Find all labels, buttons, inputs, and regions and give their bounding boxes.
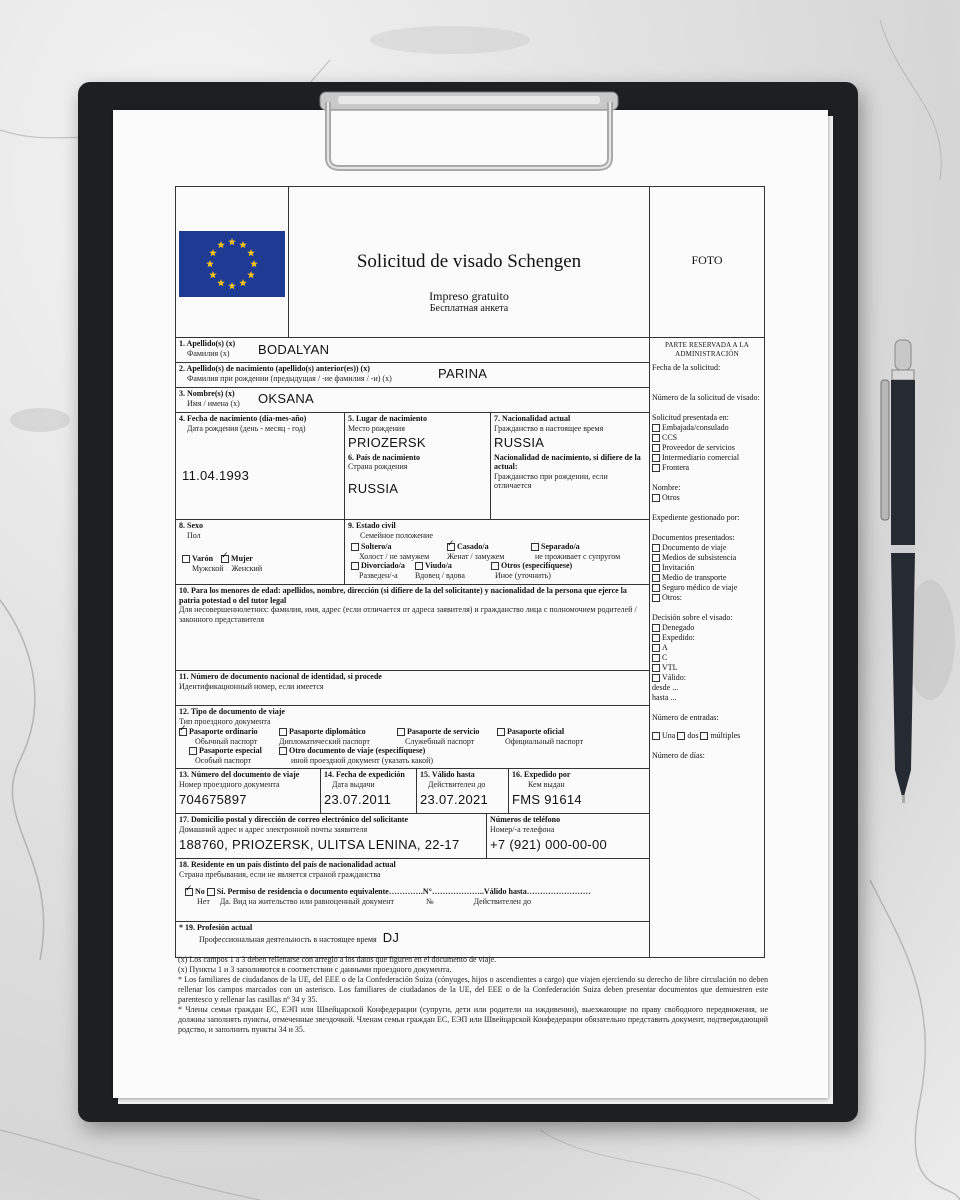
field-19 — [175, 921, 650, 958]
footnote-3: * Los familiares de ciudadanos de la UE, del EEE o de la Confederación Suiza (cónyuges, hijos o ascendientes a cargo) que viajen ejerciendo su derecho de libre circulación no deben rellenar los campos marcados con un asterisco. Los familiares de ciudadanos de la UE, del EEE o de la Confederación Suiza deben presentar documentos que demuestren este parentesco y rellenar las casillas nº 34 y 35. — [178, 975, 768, 1004]
widowed-checkbox[interactable] — [415, 562, 423, 570]
birth-date-value[interactable]: 11.04.1993 — [182, 468, 250, 483]
pen-icon — [872, 330, 922, 820]
admin-item — [652, 731, 762, 741]
field-2-label-ru: Фамилия при рождении (предыдущая / -ие фамилия / -и) (x) — [187, 373, 392, 383]
admin-item-label: A — [662, 643, 668, 652]
field-8-label-ru: Пол — [187, 530, 201, 540]
admin-item — [652, 613, 762, 623]
admin-item — [652, 653, 762, 663]
admin-checkbox[interactable] — [652, 424, 660, 432]
field-17b — [486, 813, 650, 859]
male-label: Varón — [192, 554, 214, 563]
admin-checkbox[interactable] — [652, 454, 660, 462]
footnote-2: (x) Пункты 1 и 3 заполняются в соответствии с данными проездного документа. — [178, 965, 452, 974]
admin-checkbox[interactable] — [652, 674, 660, 682]
special-passport-label-ru: Особый паспорт — [195, 755, 252, 765]
field-14 — [320, 768, 417, 814]
admin-item-label: Decisión sobre el visado: — [652, 613, 733, 622]
admin-item-label: hasta ... — [652, 693, 677, 702]
admin-item-label: C — [662, 653, 668, 662]
field-6-label: 6. País de nacimiento — [348, 452, 420, 462]
widowed-label: Viudo/a — [425, 561, 452, 570]
admin-checkbox[interactable] — [652, 554, 660, 562]
special-passport-box[interactable] — [189, 747, 197, 755]
other-status-label-ru: Иное (уточнить) — [495, 570, 551, 580]
admin-item-label: Solicitud presentada en: — [652, 413, 729, 422]
footnotes — [178, 955, 768, 1035]
field-7 — [490, 412, 650, 520]
clipboard-clip-icon — [318, 88, 620, 172]
other-document-checkbox[interactable] — [279, 747, 287, 755]
single-label-ru: Холост / не замужем — [359, 551, 430, 561]
residence-yes-label: Sí. Permiso de residencia o documento equivalente………….N°………………..Válido hasta…………………… — [216, 887, 591, 896]
field-13-label: 13. Número del documento de viaje — [179, 770, 300, 779]
field-16-label-ru: Кем выдан — [528, 779, 565, 789]
field-10 — [175, 584, 650, 671]
entries-label: múltiples — [710, 731, 741, 740]
page-title: Solicitud de visado Schengen — [356, 251, 582, 272]
issued-by-value[interactable]: FMS 91614 — [512, 792, 582, 807]
phone-value[interactable]: +7 (921) 000-00-00 — [490, 837, 608, 852]
field-3-label-ru: Имя / имена (x) — [187, 398, 240, 408]
admin-item — [652, 593, 762, 603]
official-passport-checkbox[interactable] — [497, 728, 505, 736]
field-4-label-ru: Дата рождения (день - месяц - год) — [187, 423, 306, 433]
married-label-ru: Женат / замужем — [447, 551, 505, 561]
footnote-4: * Члены семьи граждан ЕС, ЕЭП или Швейцарской Конфедерации (супруги, дети или родители на иждивении), выезжающие по праву свободного передвижения, не должны заполнять пункты, отмеченные звездочкой. Членам семьи граждан ЕС, ЕЭП или Швейцарской Конфедерации обязательно представить документ, подтверждающий родство, и заполнить пункты 34 и 35. — [178, 1005, 768, 1034]
address-value[interactable]: 188760, PRIOZERSK, ULITSA LENINA, 22-17 — [179, 837, 460, 852]
field-11-label: 11. Número de documento nacional de identidad, si procede — [179, 672, 382, 681]
admin-item — [652, 463, 762, 473]
admin-item — [652, 543, 762, 553]
field-13-label-ru: Номер проездного документа — [179, 779, 280, 789]
subtitle-es: Impreso gratuito — [429, 289, 509, 303]
field-5-label-ru: Место рождения — [348, 423, 405, 433]
field-4 — [175, 412, 345, 520]
field-5-label: 5. Lugar de nacimiento — [348, 414, 427, 423]
field-6-label-ru: Страна рождения — [348, 462, 408, 471]
field-19-label: * 19. Profesión actual — [179, 923, 253, 932]
admin-item — [652, 413, 762, 423]
official-passport-label-ru: Официальный паспорт — [505, 736, 584, 746]
divorced-label-ru: Разведен/-а — [359, 570, 398, 580]
married-checkbox[interactable] — [447, 543, 455, 551]
other-status-label: Otros (especifíquese) — [501, 561, 573, 570]
married-label: Casado/a — [457, 542, 489, 551]
field-10-label: 10. Para los menores de edad: apellidos, nombre, dirección (si difiere de la del solicitante) y nacionalidad de la persona que ejerce la patria potestad o del tutor legal — [179, 586, 627, 605]
field-7-label: 7. Nacionalidad actual — [494, 414, 571, 423]
service-passport-checkbox[interactable] — [397, 728, 405, 736]
nationality-value[interactable]: RUSSIA — [494, 435, 545, 450]
admin-item-label: Denegado — [662, 623, 695, 632]
single-label: Soltero/a — [361, 542, 392, 551]
phone-label-ru: Номер/-а телефона — [490, 824, 555, 834]
other-document-label-ru: иной проездной документ (указать какой) — [291, 755, 434, 765]
field-7b-label: Nacionalidad de nacimiento, si difiere de la actual: — [494, 452, 641, 471]
field-12 — [175, 705, 650, 769]
admin-item — [652, 563, 762, 573]
field-4-label: 4. Fecha de nacimiento (día-mes-año) — [179, 414, 307, 423]
admin-column — [649, 337, 765, 958]
admin-checkbox[interactable] — [652, 644, 660, 652]
separated-label-ru: не проживает с супругом — [535, 551, 621, 561]
admin-item-label: Intermediario comercial — [662, 453, 740, 462]
field-5-6 — [344, 412, 491, 520]
valid-until-value[interactable]: 23.07.2021 — [420, 792, 489, 807]
admin-checkbox[interactable] — [652, 544, 660, 552]
special-passport-label: Pasaporte especial — [199, 746, 262, 755]
residence-no-checkbox[interactable] — [185, 888, 193, 896]
passport-number-value[interactable]: 704675897 — [179, 792, 247, 807]
ordinary-passport-checkbox[interactable] — [179, 728, 187, 736]
admin-item-label: Número de entradas: — [652, 713, 719, 722]
admin-item — [652, 673, 762, 683]
admin-checkbox[interactable] — [652, 564, 660, 572]
field-17 — [175, 813, 487, 859]
birth-country-value[interactable]: RUSSIA — [348, 480, 399, 496]
admin-checkbox[interactable] — [652, 464, 660, 472]
admin-item-label: Medios de subsistencia — [662, 553, 737, 562]
admin-item — [652, 583, 762, 593]
admin-item — [652, 493, 762, 503]
entries-checkbox[interactable] — [700, 732, 708, 740]
other-status-checkbox[interactable] — [491, 562, 499, 570]
field-8 — [175, 519, 345, 585]
admin-item — [652, 513, 762, 523]
admin-item-label: Válido: — [662, 673, 686, 682]
admin-item — [652, 483, 762, 493]
admin-item-label: desde ... — [652, 683, 679, 692]
residence-yes-checkbox[interactable] — [207, 888, 215, 896]
ordinary-passport-label-ru: Обычный паспорт — [195, 736, 258, 746]
single-checkbox[interactable] — [351, 543, 359, 551]
admin-item-label: Documentos presentados: — [652, 533, 735, 542]
diplomatic-passport-label: Pasaporte diplomático — [289, 727, 366, 736]
residence-no-label: No — [195, 887, 205, 896]
field-16-label: 16. Expedido por — [512, 770, 571, 779]
field-8-label: 8. Sexo — [179, 521, 203, 530]
separated-checkbox[interactable] — [531, 543, 539, 551]
admin-item-label: Embajada/consulado — [662, 423, 729, 432]
admin-item-label: Documento de viaje — [662, 543, 727, 552]
admin-item — [652, 693, 762, 703]
field-13 — [175, 768, 321, 814]
field-1 — [175, 337, 650, 363]
field-12-label: 12. Tipo de documento de viaje — [179, 707, 285, 716]
admin-item-label: Frontera — [662, 463, 690, 472]
admin-item-label: Expediente gestionado por: — [652, 513, 740, 522]
admin-item — [652, 533, 762, 543]
field-11-label-ru: Идентификационный номер, если имеется — [179, 681, 324, 691]
first-name-value[interactable]: OKSANA — [258, 391, 314, 406]
admin-item-label: Expedido: — [662, 633, 695, 642]
field-14-label: 14. Fecha de expedición — [324, 770, 405, 779]
widowed-label-ru: Вдовец / вдова — [415, 570, 465, 580]
admin-item — [652, 633, 762, 643]
admin-item-label: Proveedor de servicios — [662, 443, 735, 452]
admin-item — [652, 423, 762, 433]
admin-item — [652, 751, 762, 761]
admin-item-label: Invitación — [662, 563, 695, 572]
male-label-ru: Мужской — [192, 563, 224, 573]
admin-checkbox[interactable] — [652, 624, 660, 632]
field-19-label-ru: Профессиональная деятельность в настоящее время — [199, 934, 377, 944]
admin-item-label: Seguro médico de viaje — [662, 583, 738, 592]
residence-yes-label-ru: Да. Вид на жительство или равноценный документ № Действителен до — [219, 896, 532, 906]
field-15-label: 15. Válido hasta — [420, 770, 475, 779]
admin-checkbox[interactable] — [652, 594, 660, 602]
field-3 — [175, 387, 650, 413]
ordinary-passport-label: Pasaporte ordinario — [189, 727, 258, 736]
admin-list — [652, 363, 762, 761]
field-18 — [175, 858, 650, 922]
entries-label: Una — [662, 731, 678, 740]
field-2-label: 2. Apellido(s) de nacimiento (apellido(s) anterior(es)) (x) — [179, 364, 370, 373]
admin-item-label: Fecha de la solicitud: — [652, 363, 721, 372]
field-9-label: 9. Estado civil — [348, 521, 396, 530]
field-1-label-ru: Фамилия (x) — [187, 348, 230, 358]
divorced-label: Divorciado/a — [361, 561, 405, 570]
male-checkbox[interactable] — [182, 555, 190, 563]
diplomatic-passport-checkbox[interactable] — [279, 728, 287, 736]
surname-value[interactable]: BODALYAN — [258, 342, 330, 357]
admin-item — [652, 443, 762, 453]
other-document-label: Otro documento de viaje (especifíquese) — [289, 746, 426, 755]
entries-checkbox[interactable] — [677, 732, 685, 740]
admin-item — [652, 453, 762, 463]
subtitle-ru: Бесплатная анкета — [429, 303, 509, 314]
field-12-label-ru: Тип проездного документа — [179, 716, 271, 726]
female-label: Mujer — [231, 554, 253, 563]
admin-title: PARTE RESERVADA A LA — [664, 341, 750, 349]
field-16 — [508, 768, 650, 814]
field-1-label: 1. Apellido(s) (x) — [179, 339, 236, 348]
admin-item — [652, 393, 762, 403]
admin-item-label: CCS — [662, 433, 678, 442]
entries-label: dos — [687, 731, 701, 740]
field-15 — [416, 768, 509, 814]
admin-checkbox[interactable] — [652, 584, 660, 592]
admin-item-label: Número de la solicitud de visado: — [652, 393, 760, 402]
field-9-label-ru: Семейное положение — [360, 530, 433, 540]
service-passport-label: Pasaporte de servicio — [407, 727, 480, 736]
admin-item-label: Nombre: — [652, 483, 681, 492]
official-passport-label: Pasaporte oficial — [507, 727, 565, 736]
admin-checkbox[interactable] — [652, 494, 660, 502]
admin-checkbox[interactable] — [652, 444, 660, 452]
field-10-label-ru: Для несовершеннолетних: фамилия, имя, адрес (если отличается от адреса заявителя) и гражданство лица с полномочием родителей / законного представителя — [179, 605, 637, 624]
eu-flag-icon — [179, 231, 285, 297]
admin-checkbox[interactable] — [652, 664, 660, 672]
admin-item — [652, 433, 762, 443]
admin-item — [652, 663, 762, 673]
female-label-ru: Женский — [231, 563, 263, 573]
admin-checkbox[interactable] — [652, 654, 660, 662]
photo-cell — [649, 186, 765, 338]
service-passport-label-ru: Служебный паспорт — [405, 736, 475, 746]
admin-item-label: Otros: — [662, 593, 682, 602]
admin-item — [652, 573, 762, 583]
field-18-label-ru: Страна пребывания, если не является страной гражданства — [179, 869, 381, 879]
field-7b-label-ru: Гражданство при рождении, если отличается — [494, 471, 608, 490]
field-7-label-ru: Гражданство в настоящее время — [494, 423, 604, 433]
field-9 — [344, 519, 650, 585]
admin-checkbox[interactable] — [652, 634, 660, 642]
footnote-1: (x) Los campos 1 a 3 deben rellenarse con arreglo a los datos que figuren en el documento de viaje. — [178, 955, 497, 964]
admin-checkbox[interactable] — [652, 434, 660, 442]
separated-label: Separado/a — [541, 542, 580, 551]
entries-checkbox[interactable] — [652, 732, 660, 740]
visa-application-form — [175, 186, 765, 958]
birth-surname-value[interactable]: PARINA — [438, 366, 488, 381]
admin-checkbox[interactable] — [652, 574, 660, 582]
admin-item-label: Número de días: — [652, 751, 705, 760]
diplomatic-passport-label-ru: Дипломатический паспорт — [279, 736, 370, 746]
admin-item — [652, 363, 762, 373]
field-17-label-ru: Домашний адрес и адрес электронной почты заявителя — [179, 824, 368, 834]
admin-item-label: VTL — [662, 663, 678, 672]
field-3-label: 3. Nombre(s) (x) — [179, 389, 235, 398]
occupation-value[interactable]: DJ — [382, 929, 400, 945]
admin-item — [652, 683, 762, 693]
admin-title-2: ADMINISTRACIÓN — [675, 350, 739, 358]
admin-item — [652, 623, 762, 633]
admin-item — [652, 643, 762, 653]
field-18-label: 18. Residente en un país distinto del país de nacionalidad actual — [179, 860, 396, 869]
field-2 — [175, 362, 650, 388]
admin-item — [652, 553, 762, 563]
field-11 — [175, 670, 650, 706]
residence-no-label-ru: Нет — [197, 896, 210, 906]
eu-flag-cell — [175, 186, 289, 338]
admin-item — [652, 713, 762, 723]
issue-date-value[interactable]: 23.07.2011 — [324, 792, 392, 807]
divorced-checkbox[interactable] — [351, 562, 359, 570]
female-checkbox[interactable] — [221, 555, 229, 563]
title-cell — [288, 186, 650, 338]
admin-item-label: Medio de transporte — [662, 573, 727, 582]
photo-label: FOTO — [691, 253, 723, 267]
birth-place-value[interactable]: PRIOZERSK — [348, 435, 426, 450]
field-15-label-ru: Действителен до — [428, 779, 486, 789]
admin-item-label: Otros — [662, 493, 680, 502]
field-17-label: 17. Domicilio postal y dirección de correo electrónico del solicitante — [179, 815, 408, 824]
phone-label: Números de teléfono — [490, 815, 561, 824]
field-14-label-ru: Дата выдачи — [332, 779, 375, 789]
